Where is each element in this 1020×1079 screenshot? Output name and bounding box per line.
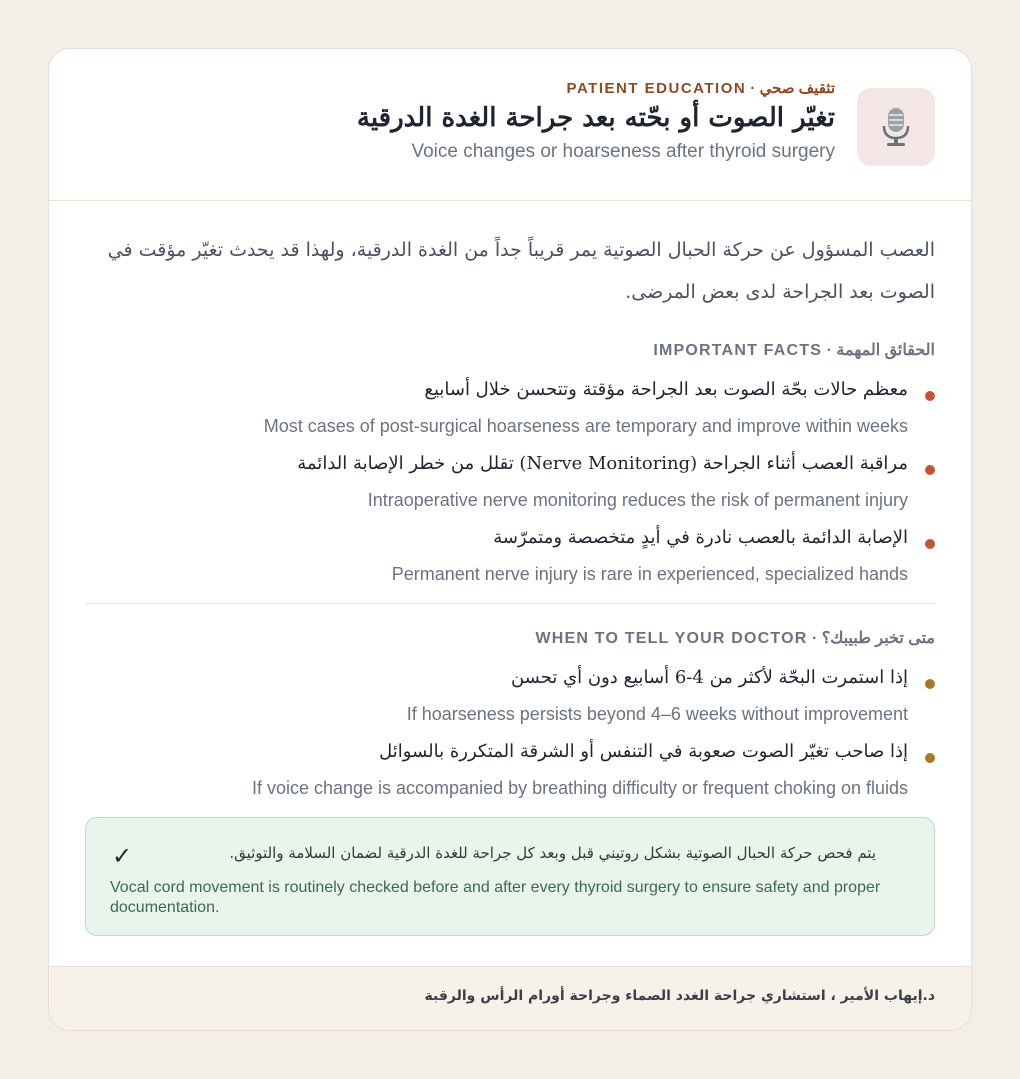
list-item bbox=[95, 667, 935, 741]
card-header bbox=[49, 49, 971, 201]
list-item-text-ar: معظم حالات بحّة الصوت بعد الجراحة مؤقتة وتتحسن خلال أسابيع bbox=[424, 379, 908, 400]
doctor-section-label: متى تخبر طبيبك؟ · WHEN TO TELL YOUR DOCTOR bbox=[535, 630, 935, 647]
note-text-en: Vocal cord movement is routinely checked before and after every thyroid surgery to ensure safety and proper documentation. bbox=[110, 879, 881, 916]
bullet-dot-icon bbox=[925, 679, 935, 689]
checkmark-icon: ✓ bbox=[112, 842, 133, 870]
list-item-text-ar: الإصابة الدائمة بالعصب نادرة في أيدٍ متخصصة ومتمرّسة bbox=[493, 527, 908, 548]
author-credit: د.إيهاب الأمير ، استشاري جراحة الغدد الصماء وجراحة أورام الرأس والرقبة bbox=[424, 988, 935, 1004]
list-item-text-en: If hoarseness persists beyond 4–6 weeks without improvement bbox=[406, 704, 908, 724]
info-card bbox=[48, 48, 972, 1031]
bullet-dot-icon bbox=[925, 753, 935, 763]
intro-paragraph: العصب المسؤول عن حركة الحبال الصوتية يمر قريباً جداً من الغدة الدرقية، ولهذا قد يحدث تغيّر مؤقت في الصوت بعد الجراحة لدى بعض المرضى. bbox=[107, 239, 935, 303]
bullet-dot-icon bbox=[925, 539, 935, 549]
footer bbox=[49, 966, 971, 1030]
list-item-text-ar: مراقبة العصب أثناء الجراحة (Nerve Monitoring) تقلل من خطر الإصابة الدائمة bbox=[297, 453, 908, 474]
list-item bbox=[95, 379, 935, 453]
facts-section-label: الحقائق المهمة · IMPORTANT FACTS bbox=[653, 342, 935, 359]
facts-list bbox=[95, 379, 935, 601]
doctor-list bbox=[95, 667, 935, 815]
eyebrow: تثقيف صحي · PATIENT EDUCATION bbox=[566, 80, 835, 97]
section-divider bbox=[85, 603, 935, 604]
list-item bbox=[95, 741, 935, 815]
list-item-text-en: Most cases of post-surgical hoarseness are temporary and improve within weeks bbox=[263, 416, 908, 436]
list-item bbox=[95, 527, 935, 601]
bullet-dot-icon bbox=[925, 465, 935, 475]
list-item-text-en: If voice change is accompanied by breathing difficulty or frequent choking on fluids bbox=[251, 778, 908, 798]
page-title: تغيّر الصوت أو بحّته بعد جراحة الغدة الدرقية bbox=[356, 103, 835, 133]
info-note bbox=[85, 817, 935, 936]
list-item-text-ar: إذا استمرت البحّة لأكثر من 4-6 أسابيع دون أي تحسن bbox=[510, 667, 908, 688]
microphone-icon bbox=[857, 88, 935, 166]
page-subtitle: Voice changes or hoarseness after thyroid surgery bbox=[411, 141, 835, 162]
list-item-text-ar: إذا صاحب تغيّر الصوت صعوبة في التنفس أو الشرقة المتكررة بالسوائل bbox=[379, 741, 908, 762]
bullet-dot-icon bbox=[925, 391, 935, 401]
note-text-ar: يتم فحص حركة الحبال الصوتية بشكل روتيني قبل وبعد كل جراحة للغدة الدرقية لضمان السلامة والتوثيق. bbox=[229, 844, 876, 862]
list-item-text-en: Intraoperative nerve monitoring reduces the risk of permanent injury bbox=[367, 490, 908, 510]
list-item bbox=[95, 453, 935, 527]
list-item-text-en: Permanent nerve injury is rare in experienced, specialized hands bbox=[391, 564, 908, 584]
